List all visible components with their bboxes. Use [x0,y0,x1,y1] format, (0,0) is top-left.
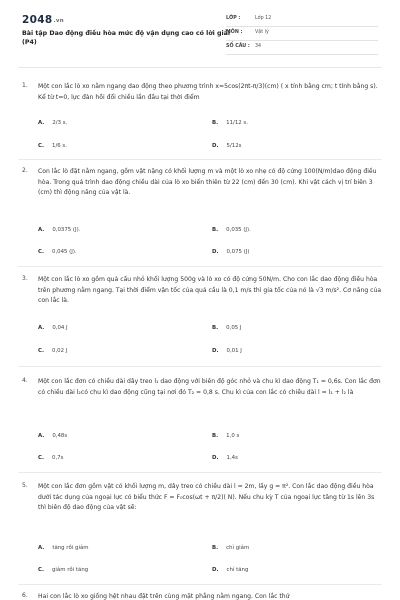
option-key: C. [38,143,45,149]
option-text: 1/6 s. [52,143,67,149]
question-count-label: SỐ CÂU : [226,44,250,49]
option-text: chỉ tăng [226,567,249,573]
option-key: A. [38,120,45,126]
option-text: tăng rồi giảm [52,545,89,551]
option-a[interactable] [38,120,67,126]
option-key: B. [212,120,219,126]
question-number: 4. [22,377,28,384]
question-text: Một con lắc lò xo gồm quả cầu nhỏ khối lượng 500g và lò xo có độ cứng 50N/m. Cho con lắc dao động điều hòa trên phương nằm ngang. Tại thời điểm vận tốc của quả cầu là 0,1 m/s thì gia tốc của nó là √3 m/s². Cơ năng của con lắc là. [38,276,382,305]
option-key: D. [212,249,219,255]
option-key: B. [212,545,219,551]
option-c[interactable] [38,143,67,149]
option-a[interactable] [38,545,89,551]
option-a[interactable] [38,325,68,331]
question-divider [18,366,382,367]
option-b[interactable] [212,227,251,233]
grade-value: Lớp 12 [255,16,272,21]
question-count-value: 34 [255,44,262,49]
option-text: 0,01 J [226,348,242,354]
option-text: 0,04 J [52,325,68,331]
option-key: C. [38,249,45,255]
question-text: Con lắc lò đặt nằm ngang, gồm vật nặng có khối lượng m và một lò xo nhẹ có độ cứng 100(N/m)dao động điều hòa. Trong quá trình dao động chiều dài của lò xo biến thiên từ 22 (cm) đến 30 (cm). Khi vật cách vị trí biên 3 (cm) thì động năng của vật là. [38,168,377,197]
header-divider [18,67,382,68]
option-d[interactable] [212,348,242,354]
option-a[interactable] [38,227,80,233]
option-text: 1,4s [226,455,238,461]
option-d[interactable] [212,143,241,149]
option-d[interactable] [212,455,238,461]
option-text: 0,7s [52,455,64,461]
question-divider [18,159,382,160]
option-d[interactable] [212,567,248,573]
subject-value: Vật lý [255,30,269,35]
option-d[interactable] [212,249,249,255]
option-b[interactable] [212,325,241,331]
option-text: 0,035 (J). [226,227,251,233]
option-key: A. [38,545,45,551]
option-c[interactable] [38,455,63,461]
option-text: 0,48s [52,433,68,439]
document-title: Bài tập Dao động điều hòa mức độ vận dụng cao có lời giải (P4) [22,30,231,46]
option-text: 0,045 (J). [52,249,77,255]
option-text: 1,0 s [226,433,240,439]
option-b[interactable] [212,120,248,126]
option-key: D. [212,455,219,461]
option-text: 0,05 J [226,325,242,331]
question-text: Một con lắc lò xo nằm ngang dao động theo phương trình x=5cos(2πt-π/3)(cm) ( x tính bằng cm; t tính bằng s). Kể từ t=0, lực đàn hồi đổi chiều lần đầu tại thời điểm [38,83,378,101]
question-number: 2. [22,167,28,174]
option-text: 0,075 (J) [226,249,250,255]
option-key: B. [212,227,219,233]
option-key: A. [38,227,45,233]
site-logo[interactable] [22,14,64,26]
meta-grade [226,13,378,27]
option-text: 5/12s [226,143,242,149]
option-key: A. [38,433,45,439]
question-divider [18,472,382,473]
option-text: 0,02 J [52,348,68,354]
question-divider [18,584,382,585]
question-number: 1. [22,82,28,89]
question-text: Một con lắc đơn có chiều dài dây treo l₁ dao động với biên độ góc nhỏ và chu kì dao động T₁ = 0,6s. Con lắc đơn có chiều dài l₂có chu kì dao động cũng tại nơi đó T₂ = 0,8 s. Chu kì của con lắc có chiều dài l = l₁ + l₂ là [38,378,381,396]
option-text: 11/12 s. [226,120,248,126]
meta-question-count [226,41,378,55]
option-text: giảm rồi tăng [52,567,89,573]
option-c[interactable] [38,567,88,573]
option-key: B. [212,433,219,439]
option-text: 0,0375 (J). [52,227,81,233]
option-key: D. [212,567,219,573]
option-b[interactable] [212,433,239,439]
option-c[interactable] [38,348,67,354]
logo-suffix: .vn [53,18,64,24]
grade-label: LỚP : [226,16,241,21]
question-text: Hai con lắc lò xo giống hệt nhau đặt trên cùng mặt phẳng nằm ngang. Con lắc thứ [38,593,290,600]
option-key: A. [38,325,45,331]
option-key: D. [212,143,219,149]
option-key: C. [38,455,45,461]
option-key: B. [212,325,219,331]
option-c[interactable] [38,249,77,255]
option-key: C. [38,348,45,354]
option-a[interactable] [38,433,67,439]
question-number: 5. [22,482,28,489]
option-text: chỉ giảm [226,545,250,551]
option-b[interactable] [212,545,249,551]
logo-text: 2048 [22,14,53,26]
option-text: 2/3 s. [52,120,68,126]
question-number: 6. [22,592,28,599]
subject-label: MÔN : [226,30,243,35]
question-number: 3. [22,275,28,282]
meta-subject [226,27,378,41]
question-text: Một con lắc đơn gồm vật có khối lượng m, dây treo có chiều dài l = 2m, lấy g = π². Con lắc dao động điều hòa dưới tác dụng của ngoại lực có biểu thức F = F₀cos(ωt + π/2)( N). Nếu chu kỳ T của ngoại lực tăng từ 1s lên 3s thì biên độ dao động của vật sẽ: [38,483,375,512]
option-key: C. [38,567,45,573]
question-divider [18,266,382,267]
option-key: D. [212,348,219,354]
